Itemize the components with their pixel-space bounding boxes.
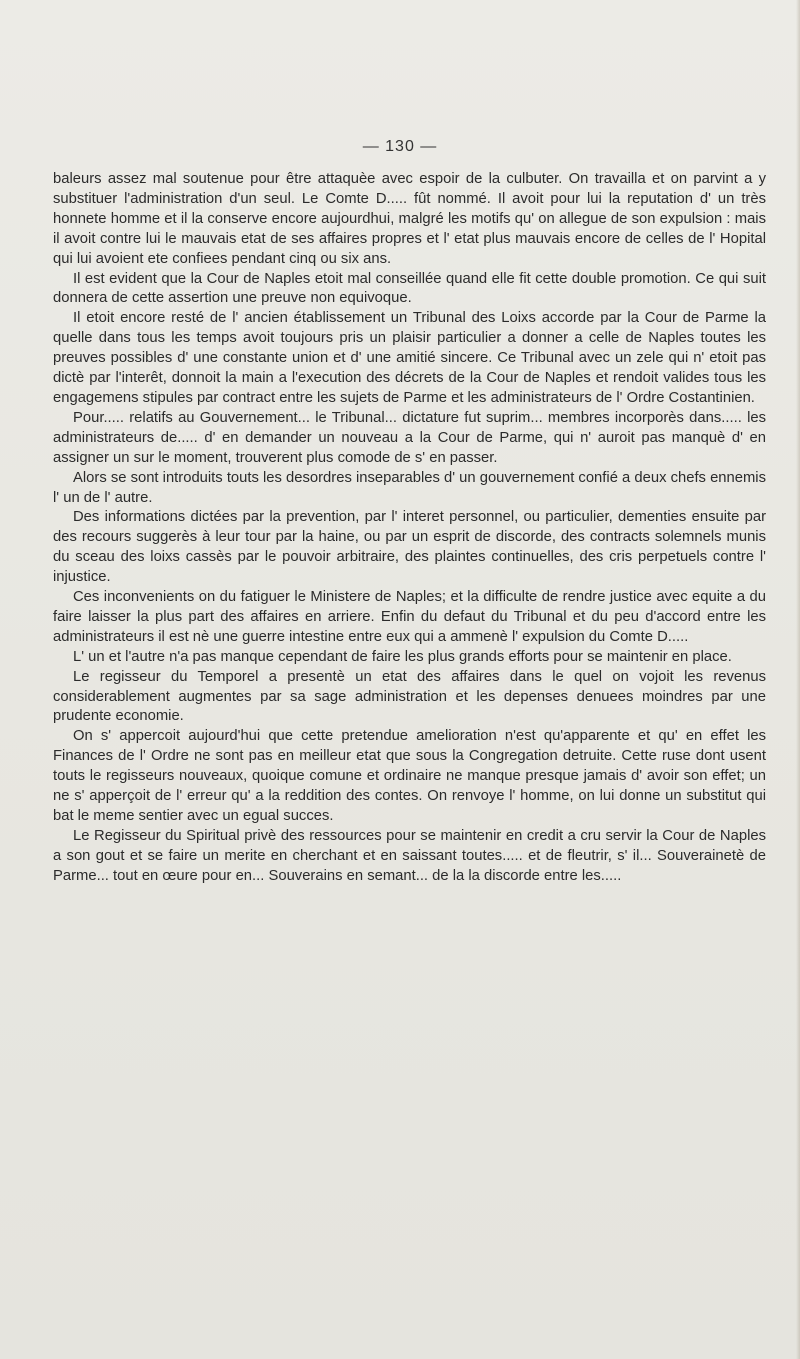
paragraph: Il etoit encore resté de l' ancien établissement un Tribunal des Loixs accorde par la Cour de Parme la quelle dans tous les temps avoit toujours pris un plaisir particulier a donner a celle de Naples toutes les preuves possibles d' une constante union et d' une amitié sincere. Ce Tribunal avec un zele qui n' etoit pas dictè par l'interêt, donnoit la main a l'execution des décrets de la Cour de Naples et rendoit valides tous les engagemens stipules par contract entre les sujets de Parme et les administrateurs de l' Ordre Costantinien.	[53, 310, 766, 406]
paragraph: Le regisseur du Temporel a presentè un etat des affaires dans le quel on vojoit les revenus considerablement augmentes par sa sage administration et les depenses denuees moindres par une prudente economie.	[53, 668, 766, 725]
paragraph: Ces inconvenients on du fatiguer le Ministere de Naples; et la difficulte de rendre justice avec equite a du faire laisser la plus part des affaires en arriere. Enfin du defaut du Tribunal et du peu d'accord entre les administrateurs il est nè une guerre intestine entre eux qui a ammenè l' expulsion du Comte D.....	[53, 589, 766, 645]
paragraph: Des informations dictées par la prevention, par l' interet personnel, ou particulier, dementies ensuite par des recours suggerès à leur tour par la haine, ou par un esprit de discorde, des contracts solemnels munis du sceau des loixs cassès par le pouvoir arbitraire, des plaintes continuelles, des cris perpetuels contre l' injustice.	[53, 509, 766, 586]
paragraph: Le Regisseur du Spiritual privè des ressources pour se maintenir en credit a cru servir la Cour de Naples a son gout et se faire un merite en cherchant et en saissant toutes..... et de fleutrir, s' il... Souverainetè de Parme... tout en œure pour en... Souverains en semant... de la la discorde entre les.....	[53, 827, 766, 884]
paragraph: On s' appercoit aujourd'hui que cette pretendue amelioration n'est qu'apparente et qu' en effet les Finances de l' Ordre ne sont pas en meilleur etat que sous la Congregation detruite. Cette ruse dont usent touts le regisseurs nouveaux, quoique comune et ordinaire ne manque presque jamais d' avoir son effet; un ne s' apperçoit de l' erreur qu' a la reddition des contes. On renvoye l' homme, on lui donne un substitut qui bat le meme sentier avec un egual succes.	[53, 728, 766, 824]
paragraph: L' un et l'autre n'a pas manque cependant de faire les plus grands efforts pour se maintenir en place.	[73, 648, 732, 665]
paragraph: Alors se sont introduits touts les desordres inseparables d' un gouvernement confié a deux chefs ennemis l' un de l' autre.	[53, 469, 766, 506]
body-text	[53, 170, 766, 887]
page-number: — 130 —	[362, 138, 438, 155]
paragraph: Pour..... relatifs au Gouvernement... le Tribunal... dictature fut suprim... membres incorporès dans..... les administrateurs de..... d' en demander un nouveau a la Cour de Parme, qui n' auroit pas manquè d' en assigner un sur le moment, trouverent plus comode de s' en passer.	[53, 409, 766, 466]
paragraph: Il est evident que la Cour de Naples etoit mal conseillée quand elle fit cette double promotion. Ce qui suit donnera de cette assertion une preuve non equivoque.	[53, 270, 766, 307]
paragraph: baleurs assez mal soutenue pour être attaquèe avec espoir de la culbuter. On travailla et on parvint a y substituer l'administration d'un seul. Le Comte D..... fût nommé. Il avoit pour lui la reputation d' un très honnete homme et il la conserve encore aujourdhui, malgré les motifs qu' on allegue de son expulsion : mais il avoit contre lui le mauvais etat de ses affaires propres et l' etat plus mauvais encore de celles de l' Hopital qui lui avoient ete confiees pendant cinq ou six ans.	[53, 171, 766, 267]
page-edge-shadow	[796, 0, 800, 1359]
